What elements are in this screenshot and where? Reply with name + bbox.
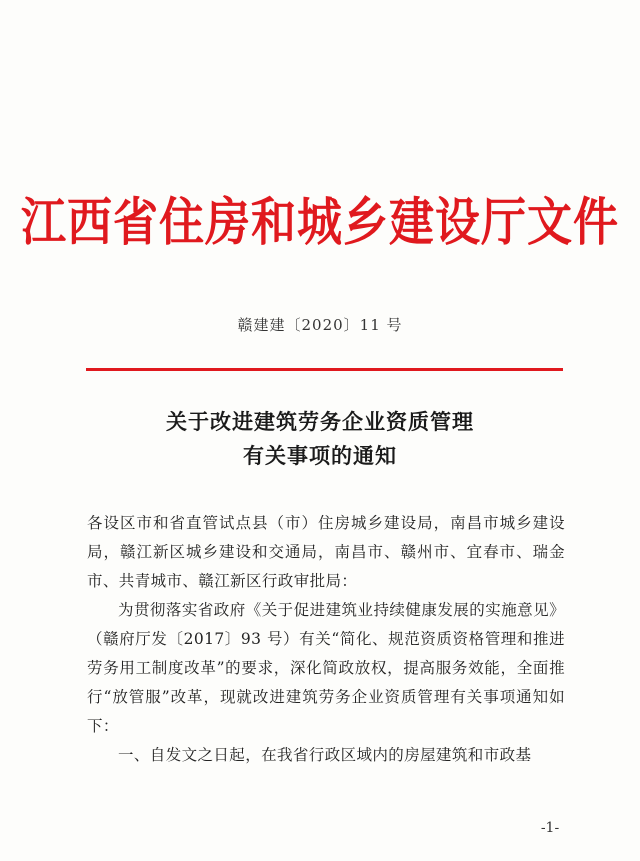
document-body [87,509,565,770]
notice-title [0,405,640,473]
page-number: -1- [540,820,560,836]
body-paragraph-2: 一、自发文之日起，在我省行政区域内的房屋建筑和市政基 [118,746,532,764]
issuer-header-title: 江西省住房和城乡建设厅文件 [20,191,619,253]
notice-title-line-2: 有关事项的通知 [243,443,397,468]
document-number: 赣建建〔2020〕11 号 [237,316,403,334]
red-divider-line [86,368,563,371]
notice-title-line-1: 关于改进建筑劳务企业资质管理 [166,409,474,434]
body-paragraph-1: 为贯彻落实省政府《关于促进建筑业持续健康发展的实施意见》（赣府厅发〔2017〕93 号）有关“简化、规范资质资格管理和推进劳务用工制度改革”的要求，深化简政放权，提高服务效能，全面推行“放管服”改革，现就改进建筑劳务企业资质管理有关事项通知如下： [87,601,565,735]
addressees-paragraph: 各设区市和省直管试点县（市）住房城乡建设局，南昌市城乡建设局，赣江新区城乡建设和交通局，南昌市、赣州市、宜春市、瑞金市、共青城市、赣江新区行政审批局： [87,514,565,590]
